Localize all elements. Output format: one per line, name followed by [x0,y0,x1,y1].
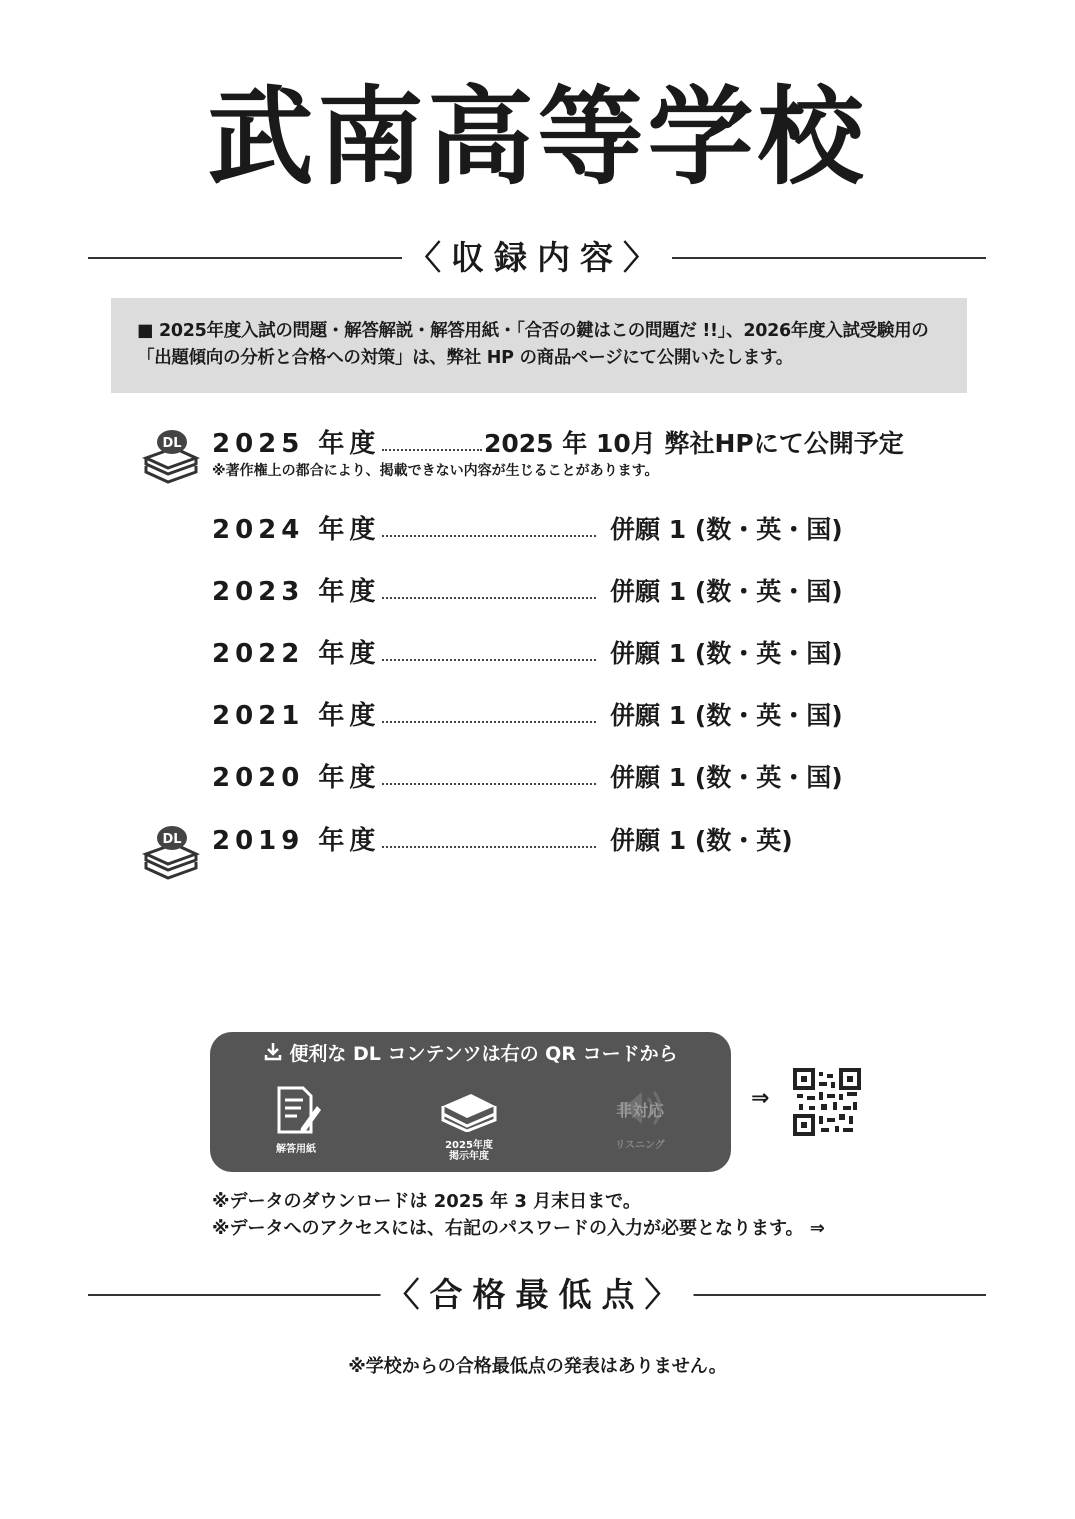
year-row [212,634,912,674]
year-row [212,510,912,550]
leader-dots [382,597,596,599]
dl-panel-title-text: 便利な DL コンテンツは右の QR コードから [289,1043,678,1065]
year-label: 2025 年度 [212,429,381,459]
notes [212,1188,825,1242]
past-year-caption-line2: 掲示年度 [449,1151,489,1162]
year-content: 併願 1 (数・英・国) [610,639,843,668]
year-label: 2019 年度 [212,826,381,856]
year-row [212,758,912,798]
contents-section-label: 〈収録内容〉 [402,238,672,278]
books-icon [439,1117,499,1136]
year-row [212,424,912,464]
leader-dots [382,659,596,661]
listening-item [590,1084,690,1151]
unsupported-badge: 非対応 [615,1101,664,1120]
copyright-note: ※著作権上の都合により、掲載できない内容が生じることがあります。 [212,463,659,479]
year-label: 2024 年度 [212,515,381,545]
note-line: ※データへのアクセスには、右記のパスワードの入力が必要となります。 ⇒ [212,1218,825,1239]
dl-label: DL [162,436,182,451]
leader-dots [382,449,482,451]
leader-dots [382,846,596,848]
year-row [212,696,912,736]
past-year-caption-line1: 2025年度 [445,1140,493,1151]
year-row [212,821,912,861]
dl-label: DL [162,832,182,847]
min-score-section-label: 〈合格最低点〉 [381,1275,694,1315]
notice-box [111,298,967,393]
year-content: 併願 1 (数・英・国) [610,515,843,544]
year-content: 併願 1 (数・英) [610,826,793,855]
min-score-section-header [88,1275,986,1315]
year-label: 2023 年度 [212,577,381,607]
answer-sheet-icon [271,1121,321,1140]
download-books-icon [140,824,202,880]
min-score-note: ※学校からの合格最低点の発表はありません。 [348,1356,727,1377]
year-content: 併願 1 (数・英・国) [610,763,843,792]
page-title: 武南高等学校 [207,76,868,199]
listening-caption: リスニング [615,1140,665,1151]
download-icon [263,1041,283,1069]
dl-contents-panel [210,1032,731,1172]
leader-dots [382,783,596,785]
note-line: ※データのダウンロードは 2025 年 3 月末日まで。 [212,1191,641,1212]
download-books-icon [140,428,202,484]
arrow-right: ⇒ [751,1086,770,1111]
notice-text: ■ 2025年度入試の問題・解答解説・解答用紙・「合否の鍵はこの問題だ !!」、2026年度入試受験用の「出題傾向の分析と合格への対策」は、弊社 HP の商品ページにて公開いたします。 [137,321,929,368]
year-content: 併願 1 (数・英・国) [610,577,843,606]
answer-sheet-item[interactable] [246,1084,346,1155]
listening-icon [610,1084,670,1132]
contents-section-header [88,238,986,278]
past-year-item[interactable] [419,1084,519,1162]
year-label: 2022 年度 [212,639,381,669]
year-label: 2020 年度 [212,763,381,793]
year-content: 2025 年 10月 弊社HPにて公開予定 [484,429,904,458]
year-row [212,572,912,612]
qr-code[interactable] [793,1068,861,1136]
year-label: 2021 年度 [212,701,381,731]
answer-sheet-caption: 解答用紙 [276,1144,316,1155]
dl-panel-title [210,1040,731,1069]
leader-dots [382,535,596,537]
leader-dots [382,721,596,723]
year-content: 併願 1 (数・英・国) [610,701,843,730]
